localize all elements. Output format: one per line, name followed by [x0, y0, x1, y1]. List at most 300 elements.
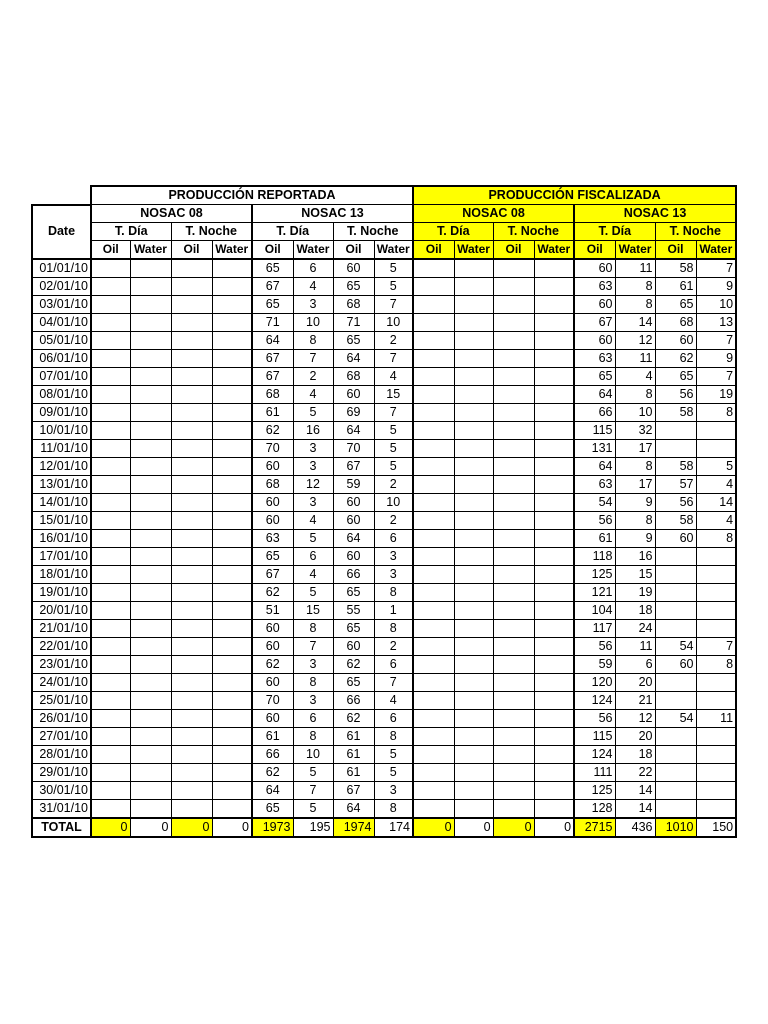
cell-value: 4 — [293, 512, 333, 530]
total-value: 1974 — [333, 818, 374, 837]
header-shift-dia: T. Día — [252, 223, 333, 241]
cell-value — [91, 368, 130, 386]
total-value: 0 — [212, 818, 252, 837]
cell-value — [130, 422, 171, 440]
cell-value — [493, 512, 534, 530]
cell-value — [91, 620, 130, 638]
cell-value — [413, 692, 454, 710]
cell-value — [171, 692, 212, 710]
cell-value: 65 — [252, 259, 293, 278]
cell-value: 70 — [252, 692, 293, 710]
cell-value: 5 — [374, 764, 413, 782]
cell-value — [212, 566, 252, 584]
cell-value — [493, 259, 534, 278]
cell-value — [534, 566, 574, 584]
cell-value: 11 — [696, 710, 736, 728]
cell-value: 16 — [615, 548, 655, 566]
table-row — [32, 638, 736, 656]
cell-value: 60 — [252, 512, 293, 530]
cell-value: 7 — [293, 638, 333, 656]
cell-value — [212, 422, 252, 440]
total-value: 0 — [454, 818, 493, 837]
cell-value: 64 — [333, 350, 374, 368]
header-shift-dia: T. Día — [413, 223, 493, 241]
cell-value — [130, 512, 171, 530]
header-unit-water: Water — [130, 241, 171, 260]
cell-value: 19 — [615, 584, 655, 602]
cell-value — [493, 602, 534, 620]
total-label: TOTAL — [32, 818, 91, 837]
cell-value — [212, 350, 252, 368]
cell-value: 64 — [252, 782, 293, 800]
cell-date: 15/01/10 — [32, 512, 91, 530]
cell-value — [130, 350, 171, 368]
cell-value — [130, 746, 171, 764]
cell-value — [534, 656, 574, 674]
cell-value: 11 — [615, 638, 655, 656]
cell-value — [130, 296, 171, 314]
header-unit-water: Water — [293, 241, 333, 260]
cell-value — [130, 548, 171, 566]
cell-value — [696, 602, 736, 620]
cell-value — [534, 800, 574, 819]
cell-value: 8 — [615, 296, 655, 314]
cell-value: 63 — [574, 476, 615, 494]
table-row — [32, 710, 736, 728]
cell-value — [534, 259, 574, 278]
cell-value: 5 — [293, 584, 333, 602]
cell-value — [130, 386, 171, 404]
cell-value — [534, 368, 574, 386]
cell-value: 7 — [293, 782, 333, 800]
cell-value: 57 — [655, 476, 696, 494]
cell-value — [91, 638, 130, 656]
cell-value — [212, 602, 252, 620]
cell-value — [534, 674, 574, 692]
cell-value: 8 — [615, 458, 655, 476]
cell-value — [130, 728, 171, 746]
table-row — [32, 620, 736, 638]
cell-value — [212, 404, 252, 422]
cell-value: 10 — [615, 404, 655, 422]
cell-value: 61 — [333, 764, 374, 782]
cell-value — [413, 332, 454, 350]
cell-value — [454, 710, 493, 728]
cell-value — [655, 746, 696, 764]
cell-value: 9 — [696, 350, 736, 368]
cell-value — [171, 476, 212, 494]
table-row — [32, 800, 736, 819]
cell-value — [413, 638, 454, 656]
table-row — [32, 368, 736, 386]
cell-value: 67 — [574, 314, 615, 332]
cell-date: 17/01/10 — [32, 548, 91, 566]
cell-value — [534, 386, 574, 404]
cell-value — [534, 512, 574, 530]
header-shift-noche: T. Noche — [171, 223, 252, 241]
cell-value — [413, 710, 454, 728]
cell-value: 6 — [293, 259, 333, 278]
cell-value — [130, 584, 171, 602]
cell-value — [454, 278, 493, 296]
cell-value — [212, 728, 252, 746]
cell-value: 60 — [574, 332, 615, 350]
cell-value — [454, 728, 493, 746]
cell-value — [130, 368, 171, 386]
cell-value: 62 — [252, 584, 293, 602]
total-value: 0 — [534, 818, 574, 837]
cell-value — [171, 259, 212, 278]
cell-value — [171, 368, 212, 386]
production-table — [31, 185, 737, 838]
cell-value: 9 — [615, 494, 655, 512]
table-row — [32, 494, 736, 512]
cell-date: 04/01/10 — [32, 314, 91, 332]
table-row — [32, 458, 736, 476]
table-row — [32, 259, 736, 278]
table-row — [32, 602, 736, 620]
cell-value — [413, 530, 454, 548]
cell-value: 8 — [615, 386, 655, 404]
cell-value: 3 — [293, 494, 333, 512]
cell-value: 120 — [574, 674, 615, 692]
cell-value — [454, 782, 493, 800]
cell-value — [171, 764, 212, 782]
cell-value — [534, 296, 574, 314]
cell-value: 32 — [615, 422, 655, 440]
cell-value — [493, 620, 534, 638]
total-value: 1973 — [252, 818, 293, 837]
cell-value: 115 — [574, 422, 615, 440]
cell-value: 6 — [374, 710, 413, 728]
cell-value: 8 — [293, 674, 333, 692]
cell-value — [91, 476, 130, 494]
header-unit-oil: Oil — [413, 241, 454, 260]
cell-value — [130, 332, 171, 350]
cell-value — [130, 800, 171, 819]
cell-value — [493, 548, 534, 566]
cell-value: 7 — [374, 350, 413, 368]
cell-date: 30/01/10 — [32, 782, 91, 800]
total-value: 2715 — [574, 818, 615, 837]
cell-value: 121 — [574, 584, 615, 602]
cell-value — [493, 800, 534, 819]
header-unit-water: Water — [615, 241, 655, 260]
cell-value — [655, 692, 696, 710]
cell-value: 12 — [293, 476, 333, 494]
header-row-2 — [32, 205, 736, 223]
cell-value: 8 — [374, 584, 413, 602]
cell-value: 65 — [574, 368, 615, 386]
cell-value: 68 — [333, 296, 374, 314]
cell-value — [91, 494, 130, 512]
cell-value — [454, 800, 493, 819]
cell-value — [130, 404, 171, 422]
cell-value: 68 — [655, 314, 696, 332]
cell-value: 62 — [252, 656, 293, 674]
cell-value: 51 — [252, 602, 293, 620]
cell-value — [171, 710, 212, 728]
table-row — [32, 674, 736, 692]
total-value: 195 — [293, 818, 333, 837]
header-unit-oil: Oil — [252, 241, 293, 260]
cell-value — [534, 728, 574, 746]
cell-value: 62 — [252, 764, 293, 782]
cell-value — [534, 638, 574, 656]
cell-value — [91, 728, 130, 746]
cell-value: 68 — [252, 386, 293, 404]
cell-value — [454, 386, 493, 404]
table-row — [32, 350, 736, 368]
cell-value — [534, 692, 574, 710]
header-unit-water: Water — [534, 241, 574, 260]
cell-value: 6 — [293, 710, 333, 728]
header-unit-oil: Oil — [655, 241, 696, 260]
cell-value — [212, 782, 252, 800]
cell-value: 4 — [293, 566, 333, 584]
cell-value: 125 — [574, 566, 615, 584]
cell-value — [413, 512, 454, 530]
cell-value — [130, 674, 171, 692]
cell-date: 26/01/10 — [32, 710, 91, 728]
cell-value — [493, 656, 534, 674]
cell-value: 59 — [574, 656, 615, 674]
cell-value — [171, 386, 212, 404]
cell-value — [130, 494, 171, 512]
cell-value — [130, 259, 171, 278]
total-value: 0 — [130, 818, 171, 837]
cell-value — [171, 638, 212, 656]
cell-value — [171, 566, 212, 584]
cell-date: 18/01/10 — [32, 566, 91, 584]
cell-value: 10 — [696, 296, 736, 314]
cell-value — [413, 566, 454, 584]
cell-value — [130, 458, 171, 476]
cell-value — [413, 584, 454, 602]
cell-value — [696, 620, 736, 638]
cell-value — [534, 548, 574, 566]
table-row — [32, 332, 736, 350]
table-row — [32, 314, 736, 332]
cell-value — [454, 296, 493, 314]
table-row — [32, 746, 736, 764]
table-row — [32, 584, 736, 602]
total-value: 1010 — [655, 818, 696, 837]
cell-value — [534, 278, 574, 296]
cell-value: 65 — [655, 296, 696, 314]
cell-value — [493, 710, 534, 728]
cell-value — [454, 368, 493, 386]
cell-value: 8 — [293, 728, 333, 746]
cell-value — [212, 440, 252, 458]
cell-value: 67 — [252, 368, 293, 386]
cell-value — [534, 404, 574, 422]
cell-value: 15 — [293, 602, 333, 620]
cell-value: 3 — [293, 692, 333, 710]
cell-value: 3 — [374, 566, 413, 584]
cell-value — [91, 782, 130, 800]
cell-value — [91, 656, 130, 674]
cell-value: 67 — [333, 782, 374, 800]
cell-value — [130, 602, 171, 620]
cell-value — [493, 422, 534, 440]
cell-value — [171, 332, 212, 350]
cell-value: 62 — [252, 422, 293, 440]
cell-value — [493, 494, 534, 512]
cell-value — [493, 458, 534, 476]
cell-value: 60 — [333, 494, 374, 512]
cell-value: 60 — [655, 530, 696, 548]
cell-value — [212, 512, 252, 530]
cell-value — [91, 458, 130, 476]
cell-value: 67 — [252, 350, 293, 368]
cell-value: 14 — [615, 800, 655, 819]
cell-value — [534, 422, 574, 440]
cell-value: 6 — [615, 656, 655, 674]
cell-value: 18 — [615, 746, 655, 764]
cell-value — [655, 674, 696, 692]
cell-value — [413, 386, 454, 404]
cell-value — [130, 620, 171, 638]
cell-value — [91, 422, 130, 440]
cell-value: 6 — [293, 548, 333, 566]
cell-value: 56 — [574, 710, 615, 728]
cell-date: 19/01/10 — [32, 584, 91, 602]
cell-value — [493, 314, 534, 332]
cell-value — [655, 548, 696, 566]
cell-value — [413, 494, 454, 512]
cell-value: 20 — [615, 674, 655, 692]
cell-value — [493, 386, 534, 404]
cell-value — [91, 296, 130, 314]
cell-value — [696, 548, 736, 566]
cell-value — [171, 746, 212, 764]
table-row — [32, 728, 736, 746]
cell-value: 60 — [655, 656, 696, 674]
cell-value — [130, 782, 171, 800]
cell-value: 66 — [333, 566, 374, 584]
cell-value — [413, 404, 454, 422]
cell-value — [493, 674, 534, 692]
cell-value: 66 — [333, 692, 374, 710]
table-row — [32, 656, 736, 674]
cell-value: 124 — [574, 746, 615, 764]
cell-value — [130, 314, 171, 332]
cell-value — [655, 584, 696, 602]
cell-value — [212, 638, 252, 656]
cell-value: 60 — [574, 296, 615, 314]
cell-value: 8 — [374, 728, 413, 746]
header-rep-nosac13: NOSAC 13 — [252, 205, 413, 223]
cell-value — [493, 350, 534, 368]
cell-value: 16 — [293, 422, 333, 440]
cell-value: 14 — [615, 314, 655, 332]
cell-value — [454, 602, 493, 620]
cell-value: 60 — [333, 259, 374, 278]
cell-value: 71 — [252, 314, 293, 332]
cell-value — [171, 656, 212, 674]
cell-value: 2 — [374, 638, 413, 656]
cell-date: 05/01/10 — [32, 332, 91, 350]
cell-value — [493, 404, 534, 422]
header-shift-dia: T. Día — [574, 223, 655, 241]
cell-value: 65 — [333, 620, 374, 638]
total-value: 0 — [493, 818, 534, 837]
cell-value — [212, 692, 252, 710]
cell-value — [454, 656, 493, 674]
header-shift-noche: T. Noche — [655, 223, 736, 241]
cell-value — [534, 494, 574, 512]
cell-value: 13 — [696, 314, 736, 332]
cell-value: 60 — [333, 548, 374, 566]
cell-value — [413, 259, 454, 278]
cell-value — [534, 440, 574, 458]
cell-date: 24/01/10 — [32, 674, 91, 692]
cell-value: 60 — [252, 674, 293, 692]
cell-value — [130, 656, 171, 674]
cell-value — [655, 422, 696, 440]
cell-value: 9 — [696, 278, 736, 296]
cell-value: 3 — [374, 782, 413, 800]
header-date: Date — [32, 205, 91, 260]
cell-value — [130, 440, 171, 458]
cell-value: 60 — [333, 638, 374, 656]
cell-value: 65 — [333, 278, 374, 296]
table-row — [32, 512, 736, 530]
total-value: 0 — [413, 818, 454, 837]
cell-value — [171, 350, 212, 368]
cell-value: 118 — [574, 548, 615, 566]
header-unit-water: Water — [374, 241, 413, 260]
cell-value: 60 — [252, 710, 293, 728]
cell-value — [454, 332, 493, 350]
header-shift-noche: T. Noche — [493, 223, 574, 241]
cell-value — [413, 350, 454, 368]
cell-value — [171, 800, 212, 819]
cell-value: 5 — [374, 746, 413, 764]
cell-value: 67 — [252, 566, 293, 584]
cell-value — [171, 602, 212, 620]
cell-value — [171, 584, 212, 602]
cell-value — [534, 476, 574, 494]
cell-value — [171, 422, 212, 440]
cell-value — [212, 800, 252, 819]
cell-value: 5 — [293, 800, 333, 819]
cell-date: 09/01/10 — [32, 404, 91, 422]
cell-value — [534, 782, 574, 800]
cell-value: 4 — [696, 512, 736, 530]
cell-value: 5 — [696, 458, 736, 476]
cell-value — [130, 566, 171, 584]
cell-value: 8 — [615, 512, 655, 530]
cell-value — [413, 620, 454, 638]
cell-value — [413, 764, 454, 782]
cell-value — [454, 494, 493, 512]
total-value: 0 — [171, 818, 212, 837]
cell-value: 56 — [655, 494, 696, 512]
header-produccion-fiscalizada: PRODUCCIÓN FISCALIZADA — [413, 186, 736, 205]
cell-value — [696, 728, 736, 746]
cell-value — [413, 476, 454, 494]
header-row-units — [32, 241, 736, 260]
cell-value: 60 — [252, 494, 293, 512]
table-row — [32, 422, 736, 440]
cell-value — [493, 746, 534, 764]
cell-value — [212, 386, 252, 404]
cell-value: 7 — [374, 296, 413, 314]
cell-value — [171, 440, 212, 458]
cell-value — [91, 566, 130, 584]
